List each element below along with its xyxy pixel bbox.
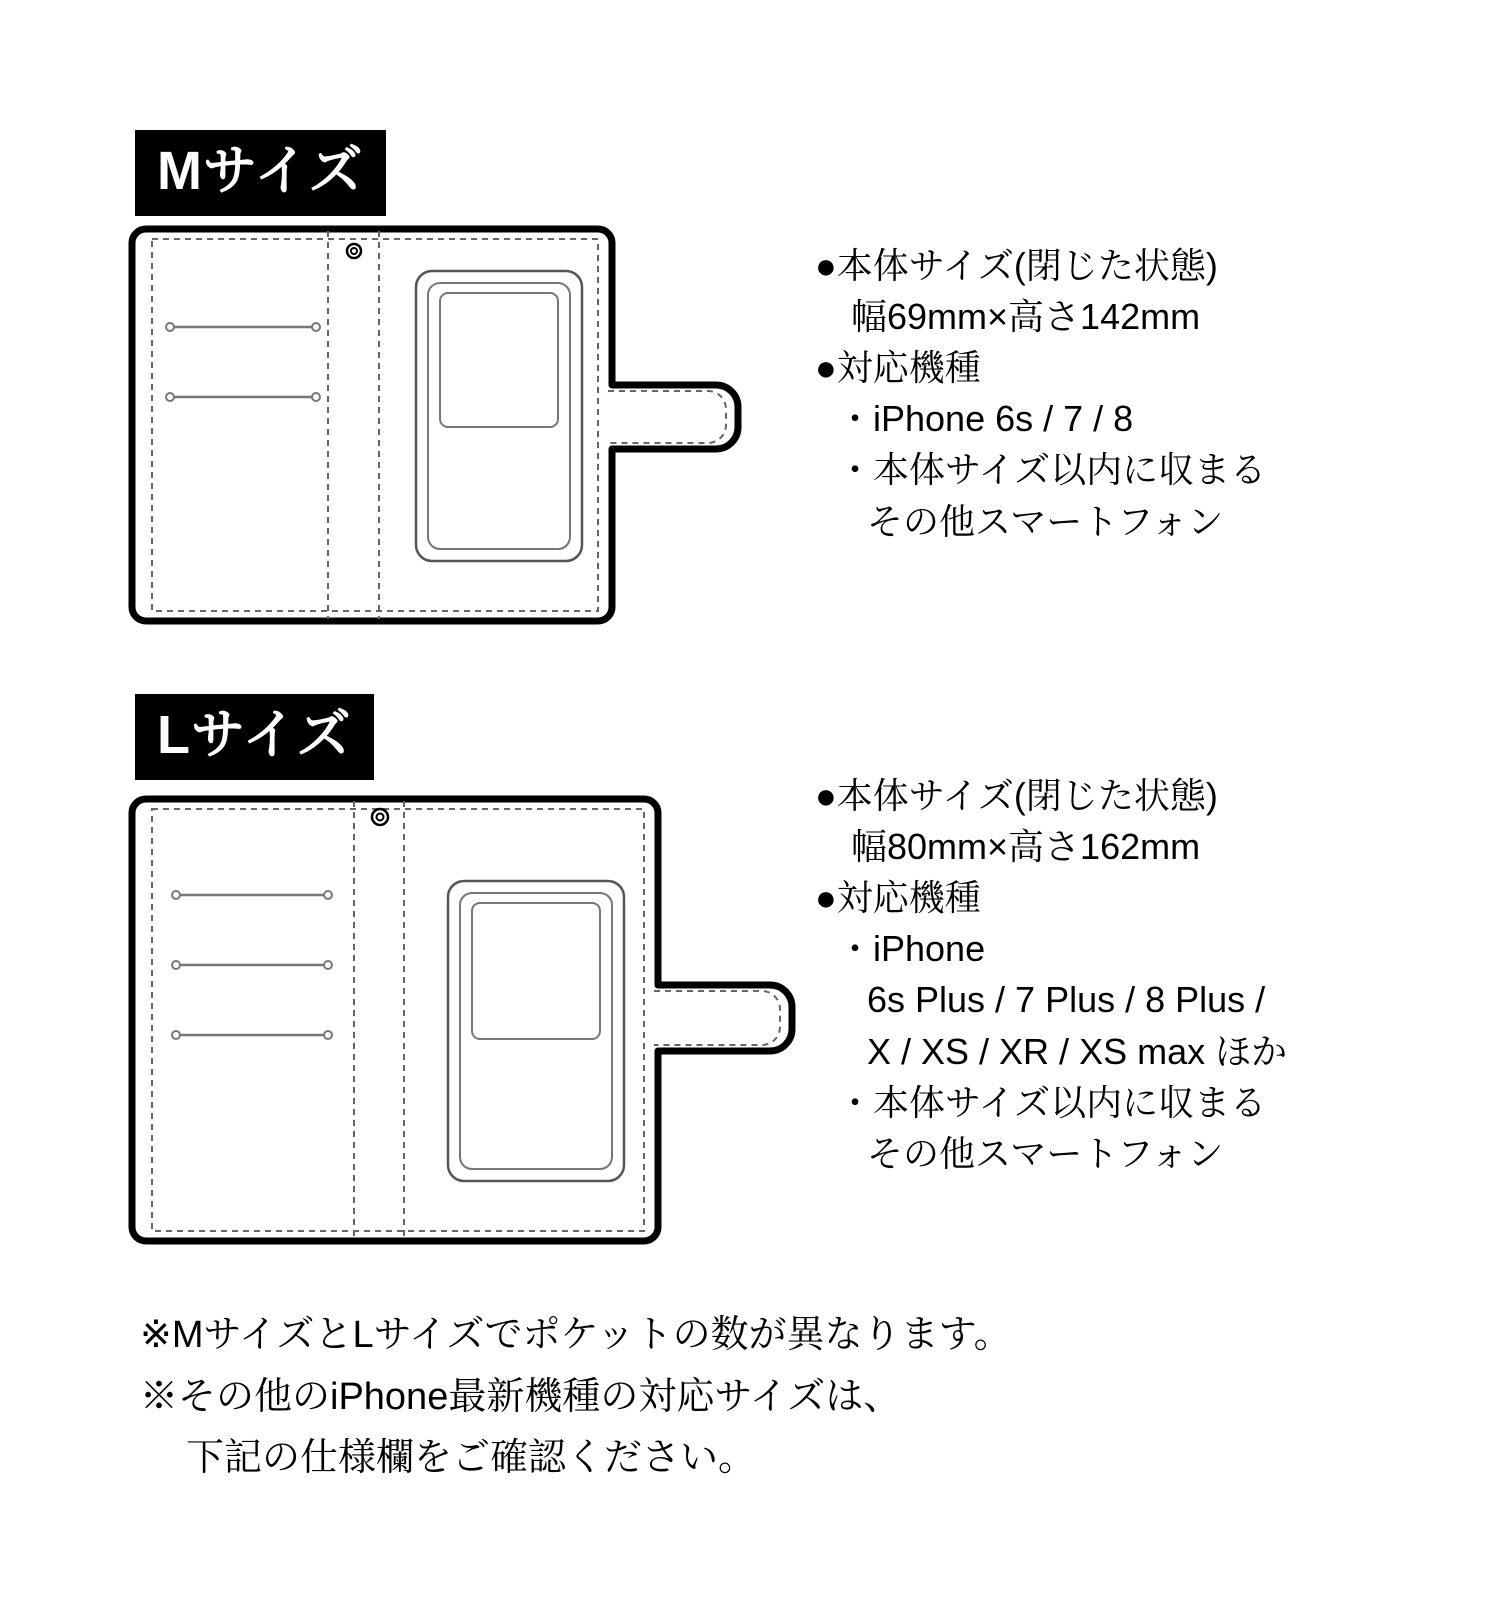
spec-line-l-4: 6s Plus / 7 Plus / 8 Plus /	[867, 979, 1266, 1021]
spec-line-m-3: ・iPhone 6s / 7 / 8	[837, 398, 1134, 440]
camera-lens-icon-l	[377, 814, 384, 821]
spec-line-l-2: ●対応機種	[815, 877, 981, 919]
card-pocket-dot-l-2b	[324, 961, 332, 969]
card-pocket-dot-m-2b	[312, 393, 320, 401]
phone-screen-m	[440, 293, 558, 427]
card-pocket-dot-l-3b	[324, 1031, 332, 1039]
spec-line-l-6: ・本体サイズ以内に収まる	[837, 1081, 1267, 1123]
spec-line-m-0: ●本体サイズ(閉じた状態)	[815, 245, 1218, 286]
spec-line-m-5: その他スマートフォン	[867, 500, 1224, 542]
camera-lens-icon-m	[351, 248, 357, 254]
footer-note-0: ※MサイズとLサイズでポケットの数が異なります。	[140, 1314, 1012, 1356]
phone-screen-l	[472, 903, 600, 1039]
spec-line-l-3: ・iPhone	[837, 928, 986, 970]
spec-block-l	[815, 770, 1287, 1179]
spec-line-l-5: X / XS / XR / XS max ほか	[867, 1030, 1288, 1072]
card-pocket-dot-l-1b	[324, 891, 332, 899]
card-pocket-dot-m-2a	[166, 393, 174, 401]
spec-line-l-7: その他スマートフォン	[867, 1132, 1224, 1174]
spec-block-m	[815, 240, 1266, 547]
case-svg-m	[128, 215, 768, 635]
case-svg-l	[128, 785, 828, 1255]
footer-note-2: 下記の仕様欄をご確認ください。	[186, 1437, 757, 1480]
case-illustration-l	[128, 785, 828, 1260]
card-pocket-dot-l-2a	[172, 961, 180, 969]
spec-line-m-4: ・本体サイズ以内に収まる	[837, 449, 1267, 491]
size-badge-l: Lサイズ	[135, 694, 374, 780]
spec-line-m-1: 幅69mm×高さ142mm	[851, 296, 1201, 338]
card-pocket-dot-l-1a	[172, 891, 180, 899]
spec-line-l-1: 幅80mm×高さ162mm	[851, 826, 1201, 868]
size-section-m	[0, 110, 1500, 650]
card-pocket-dot-l-3a	[172, 1031, 180, 1039]
spec-line-m-2: ●対応機種	[815, 347, 981, 389]
spec-line-l-0: ●本体サイズ(閉じた状態)	[815, 775, 1218, 816]
case-illustration-m	[128, 215, 768, 640]
footer-note-1: ※その他のiPhone最新機種の対応サイズは、	[140, 1375, 902, 1418]
card-pocket-dot-m-1b	[312, 323, 320, 331]
footer-notes	[140, 1305, 1012, 1490]
size-section-l	[0, 680, 1500, 1260]
card-pocket-dot-m-1a	[166, 323, 174, 331]
size-badge-m: Mサイズ	[135, 130, 386, 216]
